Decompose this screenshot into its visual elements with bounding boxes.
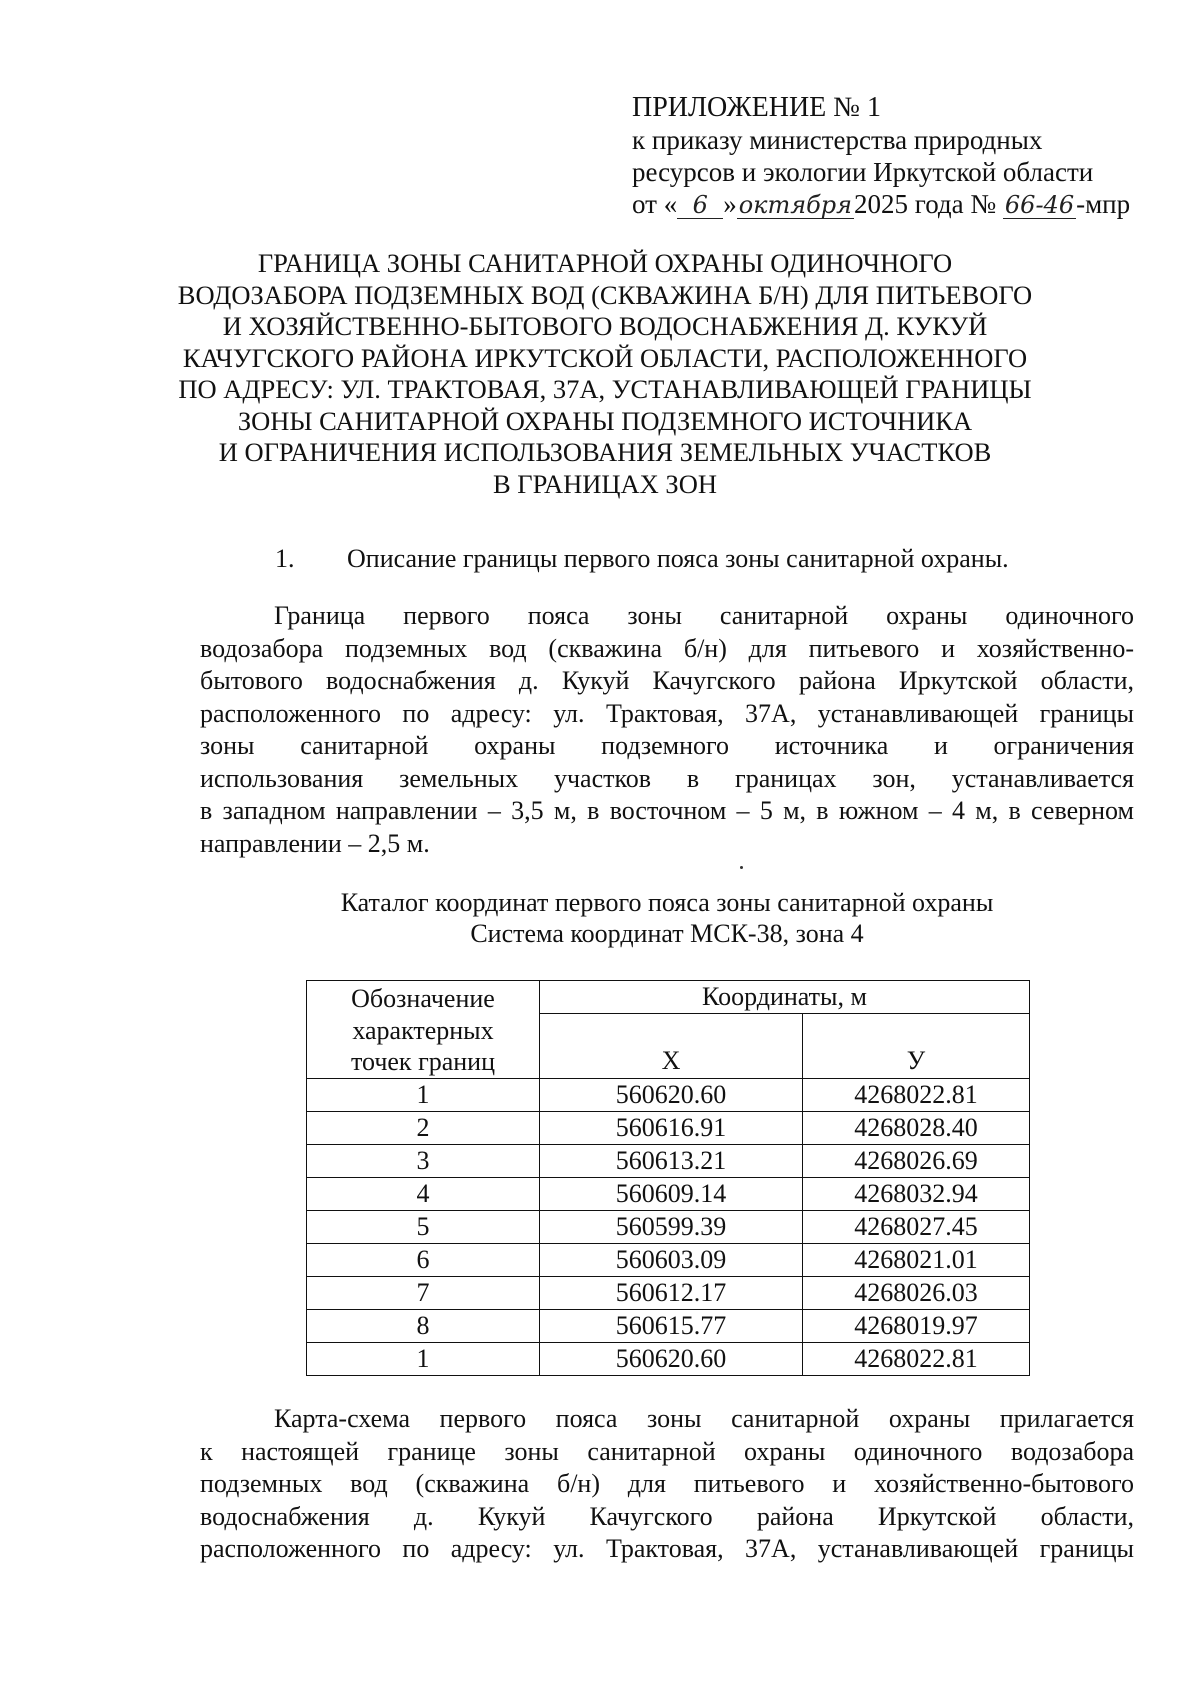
table-row [307,1343,1030,1376]
paragraph-boundary-description [200,600,1134,860]
paragraph-line: подземных вод (скважина б/н) для питьевого и хозяйственно-бытового [200,1469,1134,1498]
header-desc-line: точек границ [350,1047,496,1076]
cell-point: 6 [307,1244,540,1277]
table-row [307,1277,1030,1310]
cell-point: 5 [307,1211,540,1244]
handwritten-day: 6 [677,192,723,219]
paragraph-line: расположенного по адресу: ул. Трактовая, 37А, устанавливающей границы [200,1534,1134,1563]
paragraph-line: направлении – 2,5 м. [200,828,430,858]
handwritten-order-number: 66-46 [1004,191,1075,219]
catalog-title-line-2: Система координат МСК-38, зона 4 [470,919,864,948]
cell-y: 4268022.81 [803,1343,1030,1376]
table-row [307,1211,1030,1244]
date-year: 2025 года № [854,189,997,219]
heading-line: ПО АДРЕСУ: УЛ. ТРАКТОВАЯ, 37А, УСТАНАВЛИВАЮЩЕЙ ГРАНИЦЫ [178,374,1032,404]
heading-line: КАЧУГСКОГО РАЙОНА ИРКУТСКОЙ ОБЛАСТИ, РАСПОЛОЖЕННОГО [182,342,1028,373]
paragraph-line: зоны санитарной охраны подземного источника и ограничения [200,731,1134,760]
table-row [307,1244,1030,1277]
cell-x: 560599.39 [540,1211,803,1244]
paragraph-map-scheme [200,1403,1134,1566]
heading-line: ВОДОЗАБОРА ПОДЗЕМНЫХ ВОД (СКВАЖИНА Б/Н) ДЛЯ ПИТЬЕВОГО [177,279,1033,310]
heading-line: И ОГРАНИЧЕНИЯ ИСПОЛЬЗОВАНИЯ ЗЕМЕЛЬНЫХ УЧАСТКОВ [218,437,992,467]
heading-line: В ГРАНИЦАХ ЗОН [493,468,717,499]
cell-x: 560609.14 [540,1178,803,1211]
cell-y: 4268032.94 [803,1178,1030,1211]
table-row [307,1310,1030,1343]
heading-line: ЗОНЫ САНИТАРНОЙ ОХРАНЫ ПОДЗЕМНОГО ИСТОЧНИКА [237,405,973,436]
cell-x: 560613.21 [540,1145,803,1178]
catalog-title [200,887,1134,949]
table-row [307,1112,1030,1145]
cell-point: 2 [307,1112,540,1145]
paragraph-line: расположенного по адресу: ул. Трактовая, 37А, устанавливающей границы [200,698,1134,728]
cell-y: 4268026.69 [803,1145,1030,1178]
heading-line: И ХОЗЯЙСТВЕННО-БЫТОВОГО ВОДОСНАБЖЕНИЯ Д. КУКУЙ [222,311,988,341]
appendix-title: ПРИЛОЖЕНИЕ № 1 [632,92,881,123]
date-mid: » [723,189,737,219]
appendix-date-line [632,188,1130,220]
appendix-block [632,92,1130,220]
cell-y: 4268019.97 [803,1310,1030,1343]
cell-x: 560620.60 [540,1079,803,1112]
cell-point: 1 [307,1343,540,1376]
cell-y: 4268028.40 [803,1112,1030,1145]
paragraph-line: Граница первого пояса зоны санитарной охраны одиночного [274,601,1134,630]
handwritten-month: октября [738,191,853,219]
cell-y: 4268021.01 [803,1244,1030,1277]
cell-x: 560620.60 [540,1343,803,1376]
table-row [307,1145,1030,1178]
paragraph-line: водоснабжения д. Кукуй Качугского района Иркутской области, [200,1501,1134,1531]
cell-y: 4268027.45 [803,1211,1030,1244]
header-desc-line: Обозначение [351,984,495,1013]
cell-point: 3 [307,1145,540,1178]
cell-x: 560612.17 [540,1277,803,1310]
section-title-text: Описание границы первого пояса зоны санитарной охраны. [347,544,1009,573]
catalog-title-line-1: Каталог координат первого пояса зоны санитарной охраны [340,888,994,917]
date-prefix: от « [632,189,678,219]
cell-y: 4268022.81 [803,1079,1030,1112]
stray-mark [740,866,743,869]
paragraph-line: в западном направлении – 3,5 м, в восточном – 5 м, в южном – 4 м, в северном [200,796,1134,825]
cell-point: 1 [307,1079,540,1112]
appendix-line-1: к приказу министерства природных [632,125,1043,155]
cell-point: 7 [307,1277,540,1310]
paragraph-line: к настоящей границе зоны санитарной охраны одиночного водозабора [200,1436,1134,1466]
header-coordinates: Координаты, м [540,981,1030,1014]
header-desc-line: характерных [352,1015,494,1045]
cell-point: 4 [307,1178,540,1211]
cell-y: 4268026.03 [803,1277,1030,1310]
coordinates-table [306,980,1030,1376]
header-x: X [540,1014,803,1079]
document-heading [170,248,1040,500]
cell-point: 8 [307,1310,540,1343]
coordinates-table-body [307,1079,1030,1376]
table-row [307,1178,1030,1211]
cell-x: 560603.09 [540,1244,803,1277]
cell-x: 560615.77 [540,1310,803,1343]
appendix-line-2: ресурсов и экологии Иркутской области [632,157,1094,187]
section-number: 1. [275,544,295,573]
paragraph-line: бытового водоснабжения д. Кукуй Качугского района Иркутской области, [200,666,1134,695]
paragraph-line: Карта-схема первого пояса зоны санитарной охраны прилагается [274,1404,1134,1433]
paragraph-line: использования земельных участков в границах зон, устанавливается [200,763,1134,793]
header-y: У [803,1014,1030,1079]
header-point-designation [307,981,540,1079]
heading-line: ГРАНИЦА ЗОНЫ САНИТАРНОЙ ОХРАНЫ ОДИНОЧНОГО [257,248,953,278]
section-1-title [275,543,1009,575]
paragraph-line: водозабора подземных вод (скважина б/н) для питьевого и хозяйственно- [200,633,1134,663]
table-row [307,1079,1030,1112]
order-suffix: -мпр [1076,189,1131,219]
cell-x: 560616.91 [540,1112,803,1145]
